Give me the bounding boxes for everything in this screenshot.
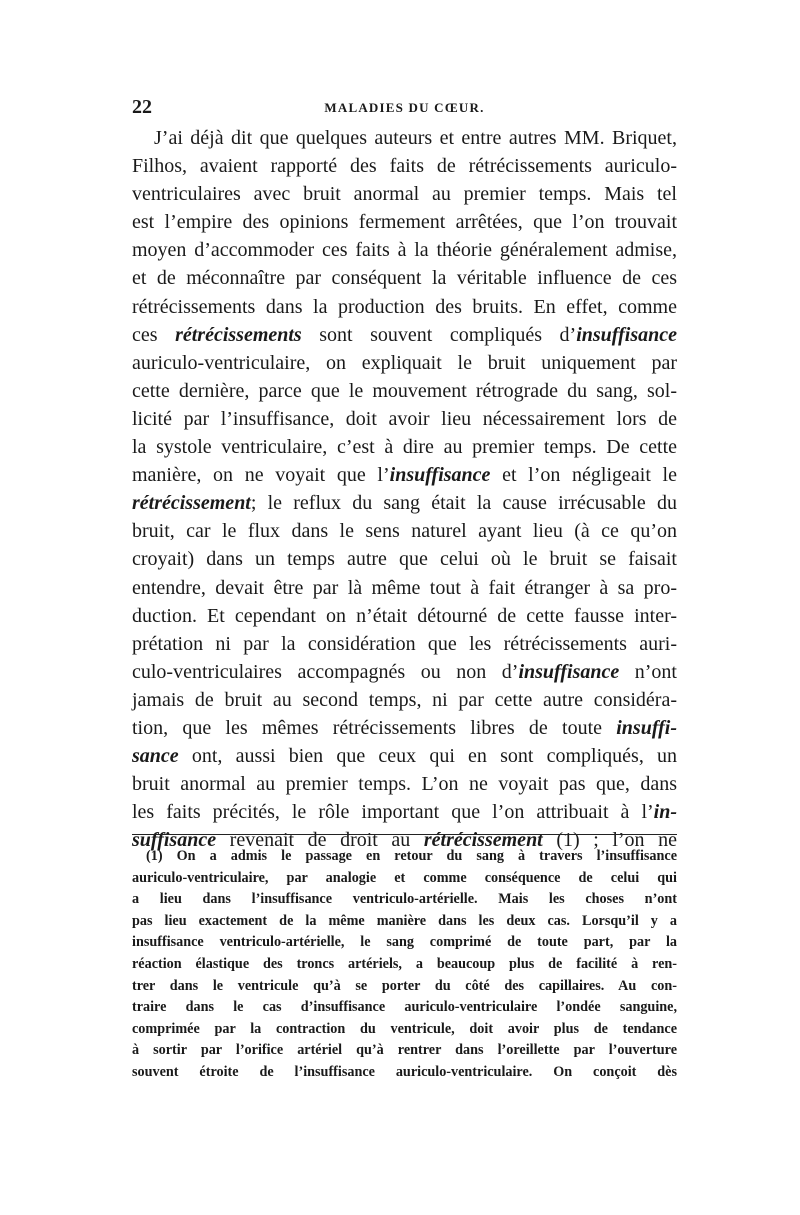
emphasis: sance	[132, 745, 179, 768]
text-line: ventriculaires avec bruit anormal au premier temps. Mais tel	[132, 183, 677, 206]
footnote-line: (1) On a admis le passage en retour du sang à travers l’insuffisance	[146, 848, 677, 864]
emphasis: rétrécissement	[423, 829, 543, 852]
text-line: les faits précités, le rôle important que l’on attribuait à l’in-	[132, 801, 677, 824]
footnote-line: traire dans le cas d’insuffisance auriculo-ventriculaire l’ondée sanguine,	[132, 999, 677, 1016]
emphasis: rétrécissements	[175, 323, 302, 346]
text-line: sance ont, aussi bien que ceux qui en sont compliqués, un	[132, 745, 677, 768]
emphasis: insuffisance	[389, 464, 491, 487]
page-header	[132, 96, 677, 120]
text-line: rétrécissements dans la production des bruits. En effet, comme	[132, 295, 677, 318]
text-line: cette dernière, parce que le mouvement rétrograde du sang, sol-	[132, 379, 677, 402]
emphasis: in-	[653, 801, 677, 824]
footnote-line: à sortir par l’orifice artériel qu’à rentrer dans l’oreillette par l’ouverture	[132, 1042, 677, 1059]
text-line: rétrécissement; le reflux du sang était la cause irrécusable du	[132, 492, 677, 515]
main-text	[132, 124, 677, 854]
text-line: bruit, car le flux dans le sens naturel ayant lieu (à ce qu’on	[132, 520, 677, 543]
text-line: J’ai déjà dit que quelques auteurs et entre autres MM. Briquet,	[154, 127, 677, 149]
footnote-rule	[132, 834, 677, 835]
text-line: tion, que les mêmes rétrécissements libres de toute insuffi-	[132, 716, 677, 739]
text-line: licité par l’insuffisance, doit avoir lieu nécessairement lors de	[132, 407, 677, 430]
text-line: moyen d’accommoder ces faits à la théorie généralement admise,	[132, 239, 677, 262]
text-line: est l’empire des opinions fermement arrêtées, que l’on trouvait	[132, 211, 677, 234]
footnote-line: pas lieu exactement de la même manière dans les deux cas. Lorsqu’il y a	[132, 912, 677, 929]
text-line: suffisance revenait de droit au rétrécissement (1) ; l’on ne	[132, 829, 677, 852]
text-line: duction. Et cependant on n’était détourné de cette fausse inter-	[132, 604, 677, 627]
text-line: auriculo-ventriculaire, on expliquait le bruit uniquement par	[132, 351, 677, 374]
text-line: prétation ni par la considération que les rétrécissements auri-	[132, 632, 677, 655]
footnote-line: trer dans le ventricule qu’à se porter du côté des capillaires. Au con-	[132, 977, 677, 994]
footnote-line: réaction élastique des troncs artériels, a beaucoup plus de facilité à ren-	[132, 955, 677, 972]
running-head: MALADIES DU CŒUR.	[324, 100, 485, 115]
text-line: bruit anormal au premier temps. L’on ne voyait pas que, dans	[132, 773, 677, 796]
page-number: 22	[132, 96, 152, 118]
text-line: la systole ventriculaire, c’est à dire au premier temps. De cette	[132, 436, 677, 459]
text-line: manière, on ne voyait que l’insuffisance et l’on négligeait le	[132, 464, 677, 487]
footnote-line: a lieu dans l’insuffisance ventriculo-artérielle. Mais les choses n’ont	[132, 891, 677, 908]
emphasis: insuffi-	[616, 716, 677, 739]
text-line: croyait) dans un temps autre que celui où le bruit se faisait	[132, 548, 677, 571]
footnote-line: insuffisance ventriculo-artérielle, le sang comprimé de toute part, par la	[132, 934, 677, 951]
text-line: Filhos, avaient rapporté des faits de rétrécissements auriculo-	[132, 155, 677, 178]
text-line: entendre, devait être par là même tout à fait étranger à sa pro-	[132, 576, 677, 599]
emphasis: rétrécissement	[132, 492, 251, 515]
text-line: culo-ventriculaires accompagnés ou non d’insuffisance n’ont	[132, 660, 677, 683]
text-line: jamais de bruit au second temps, ni par cette autre considéra-	[132, 688, 677, 711]
footnote-line: souvent étroite de l’insuffisance auriculo-ventriculaire. On conçoit dès	[132, 1063, 677, 1080]
emphasis: insuffisance	[518, 660, 620, 683]
footnote-line: auriculo-ventriculaire, par analogie et comme conséquence de celui qui	[132, 869, 677, 886]
emphasis: suffisance	[132, 829, 217, 852]
footnote-line: comprimée par la contraction du ventricule, doit avoir plus de tendance	[132, 1020, 677, 1037]
emphasis: insuffisance	[576, 323, 677, 346]
text-line: et de méconnaître par conséquent la véritable influence de ces	[132, 267, 677, 290]
footnote	[132, 846, 677, 1084]
text-line: ces rétrécissements sont souvent compliqués d’insuffisance	[132, 323, 677, 346]
